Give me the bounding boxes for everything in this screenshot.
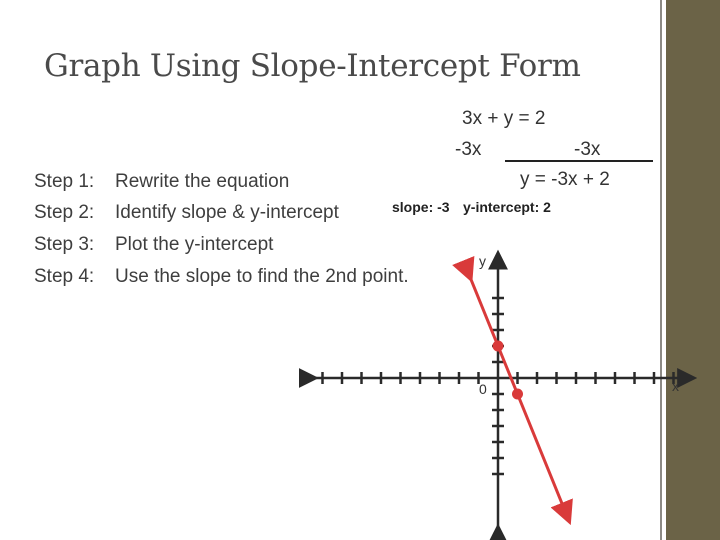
intercept-label: y-intercept: 2	[463, 199, 551, 215]
step-2-text: Identify slope & y-intercept	[115, 202, 339, 223]
subtract-left: -3x	[455, 139, 482, 160]
original-equation: 3x + y = 2	[462, 108, 546, 129]
result-equation: y = -3x + 2	[520, 169, 610, 190]
step-4-label: Step 4:	[34, 266, 95, 287]
subtract-right: -3x	[574, 139, 601, 160]
slope-label: slope: -3	[392, 199, 450, 215]
step-3-text: Plot the y-intercept	[115, 234, 274, 255]
plotted-point	[493, 341, 504, 352]
step-3-label: Step 3:	[34, 234, 95, 255]
step-1-label: Step 1:	[34, 171, 95, 192]
y-axis-label: y	[479, 253, 486, 269]
step-4-text: Use the slope to find the 2nd point.	[115, 266, 409, 287]
step-2-label: Step 2:	[34, 202, 95, 223]
step-1-text: Rewrite the equation	[115, 171, 290, 192]
plotted-point	[512, 389, 523, 400]
slide-title: Graph Using Slope-Intercept Form	[44, 48, 581, 84]
x-axis-label: x	[672, 378, 679, 394]
origin-label: 0	[479, 381, 487, 397]
